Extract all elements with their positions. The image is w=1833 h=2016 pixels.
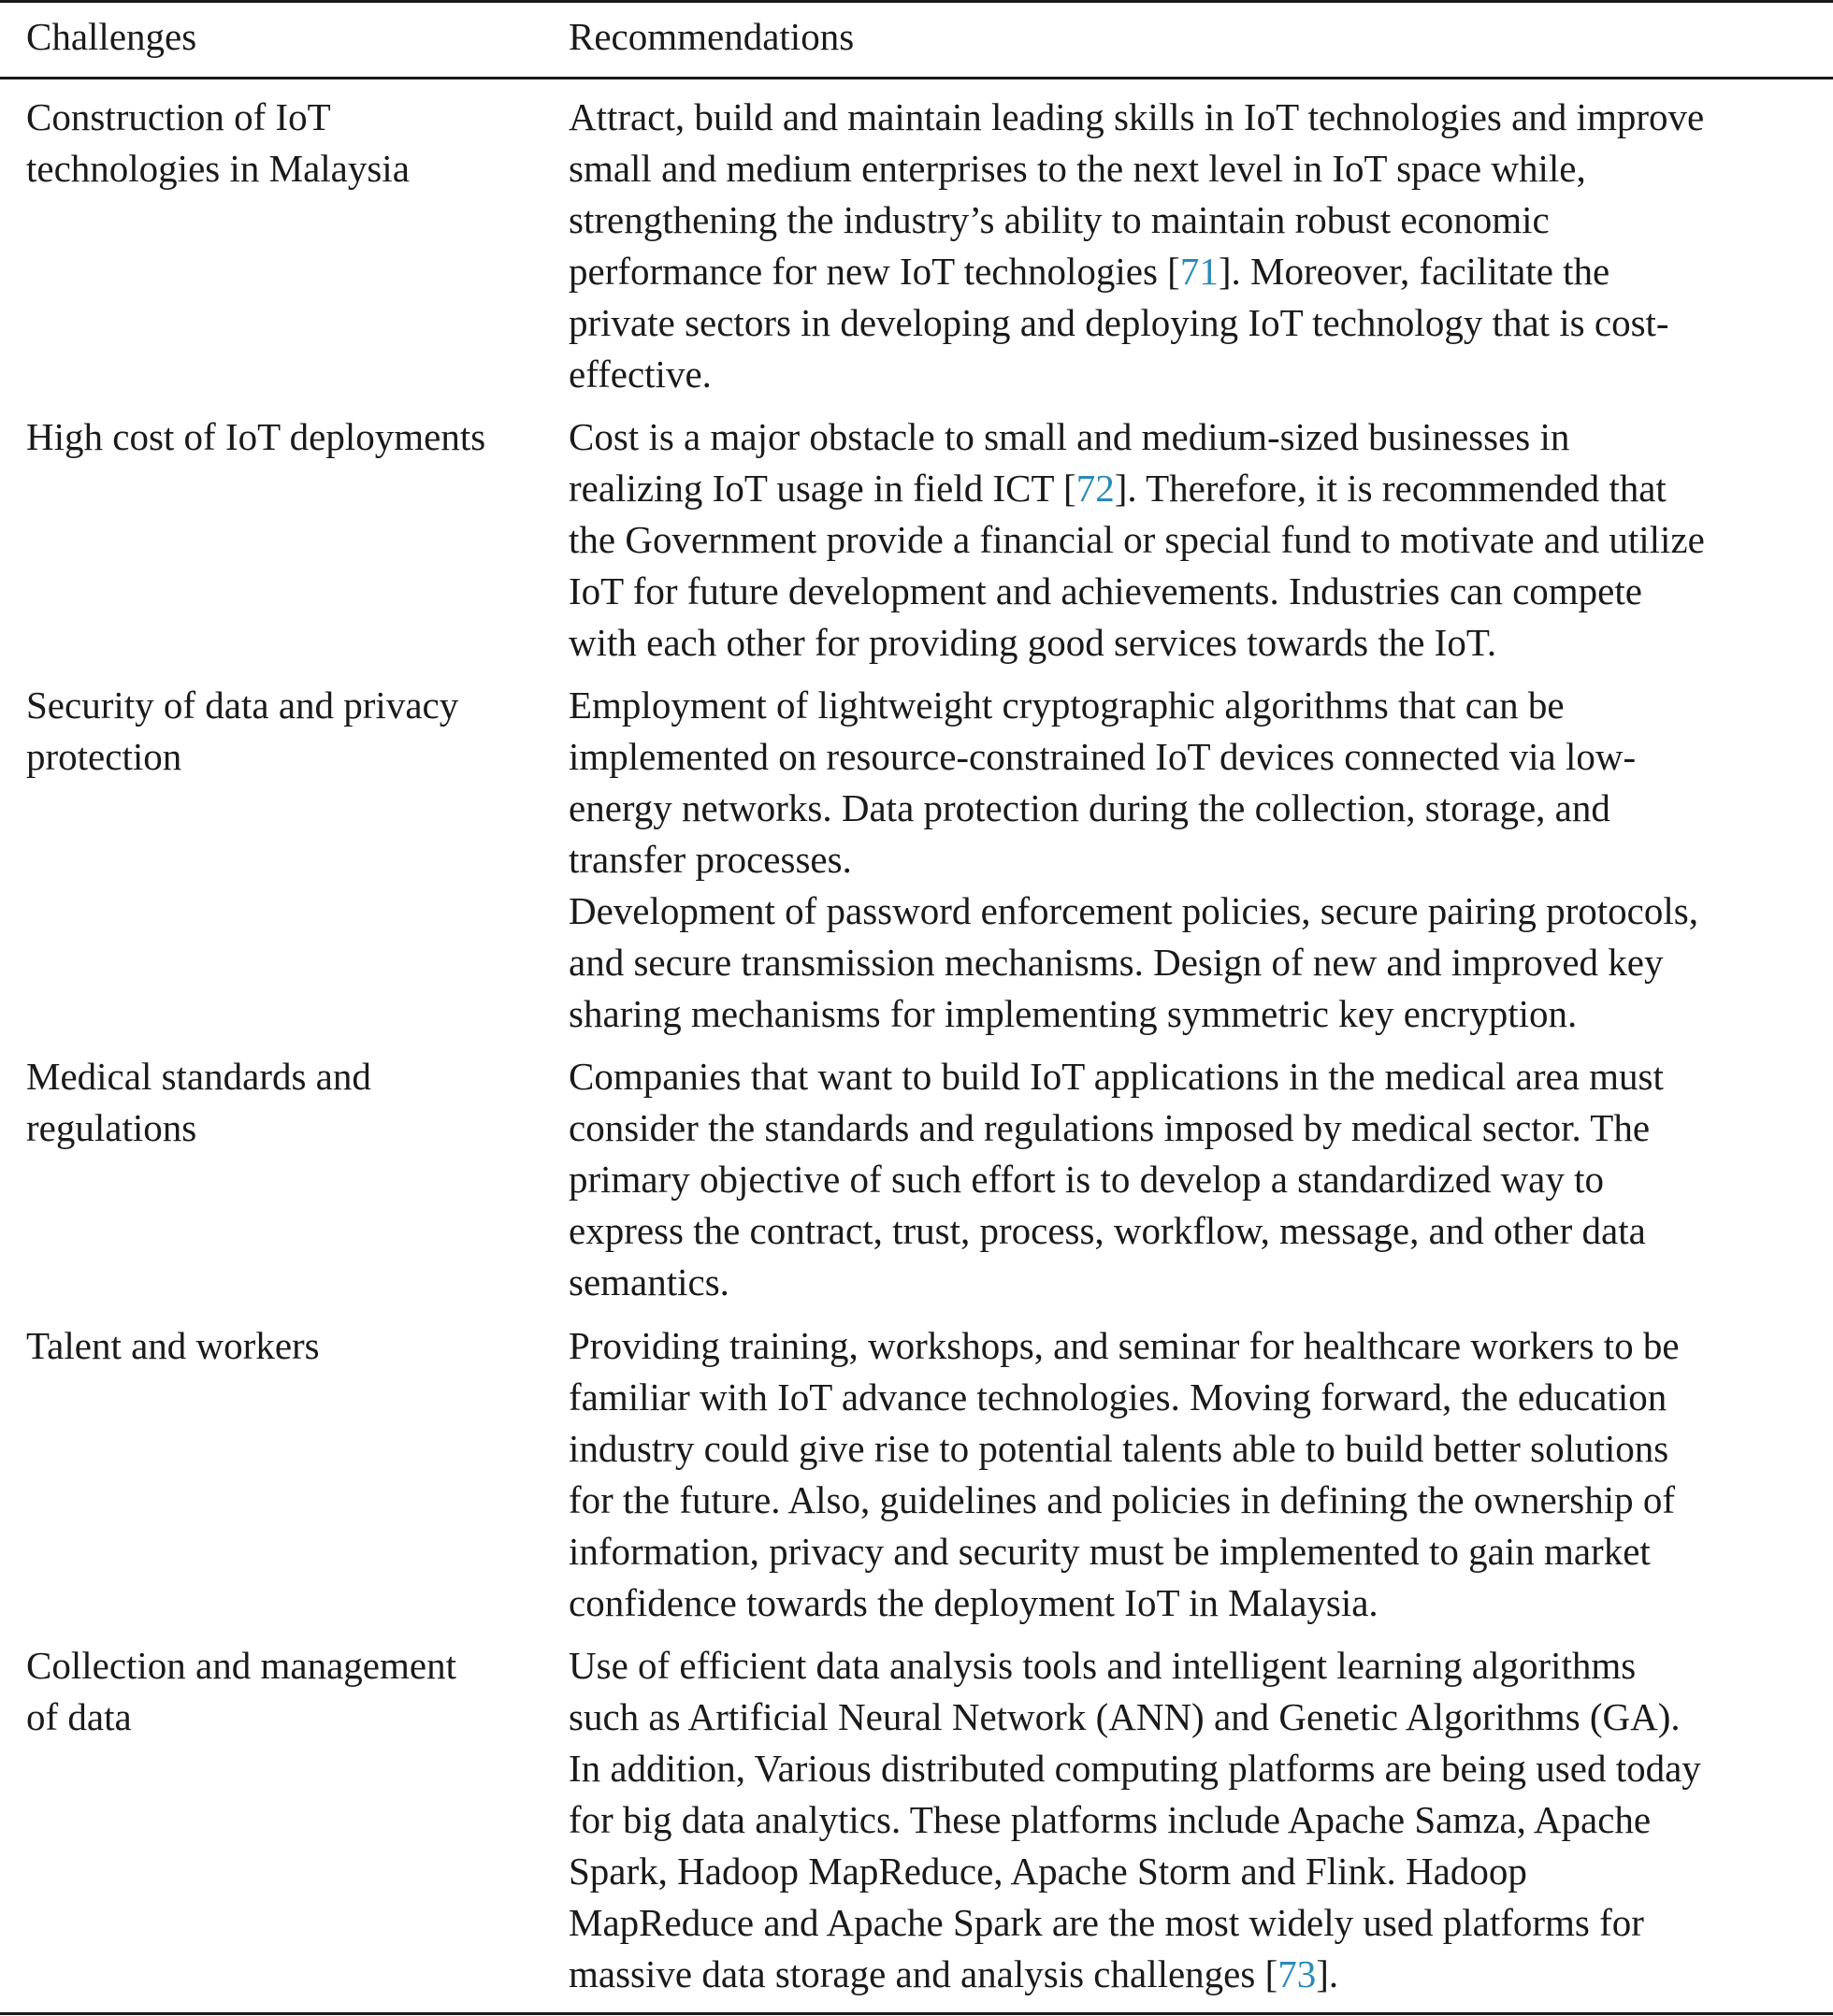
table-row-5-recommendation: Providing training, workshops, and seminar for healthcare workers to be familiar with IoT advance technologies. Moving forward, the education industry could give rise to potential talents able to build better solutions for the future. Also, guidelines and policies in defining the ownership of information, privacy and security must be implemented to gain market confidence towards the deployment IoT in Malaysia. <box>569 1324 1680 1624</box>
table-row-1-challenge: Construction of IoT technologies in Malaysia <box>26 95 410 190</box>
table-row-4-recommendation: Companies that want to build IoT applications in the medical area must consider the standards and regulations imposed by medical sector. The primary objective of such effort is to develop a standardized way to express the contract, trust, process, workflow, message, and other data semantics. <box>569 1055 1664 1303</box>
citation-link-73[interactable]: 73 <box>1277 1952 1317 1995</box>
table-row-2-recommendation: Cost is a major obstacle to small and medium-sized businesses in realizing IoT usage in field ICT [72]. Therefore, it is recommended that the Government provide a financial or special fund to motivate and utilize IoT for future development and achievements. Industries can compete with each other for providing good services towards the IoT. <box>569 411 1812 669</box>
table-row-3-recommendation: Employment of lightweight cryptographic algorithms that can be implemented on resource-constrained IoT devices connected via low- energy networks. Data protection during the collection, storage, and transfer processes. Development of password enforcement policies, secure pairing protocols, and secure transmission mechanisms. Design of new and improved key sharing mechanisms for implementing symmetric key encryption. <box>569 684 1698 1035</box>
table-row-4-challenge: Medical standards and regulations <box>26 1055 371 1149</box>
header-recommendations: Recommendations <box>569 15 855 58</box>
table-bottom-rule <box>0 2012 1833 2015</box>
table-row-1-recommendation: Attract, build and maintain leading skills in IoT technologies and improve small and medium enterprises to the next level in IoT space while, strengthening the industry’s ability to maintain robust economic performance for new IoT technologies [71]. Moreover, facilitate the private sectors in developing and deploying IoT technology that is cost- effective. <box>569 92 1812 400</box>
citation-link-71[interactable]: 71 <box>1179 250 1219 293</box>
table-row-2-challenge: High cost of IoT deployments <box>26 415 486 458</box>
ref-line: massive data storage and analysis challenges [73]. <box>569 1952 1339 1995</box>
table-row-6-recommendation: Use of efficient data analysis tools and intelligent learning algorithms such as Artificial Neural Network (ANN) and Genetic Algorithms (GA). In addition, Various distributed computing platforms are being used today for big data analytics. These platforms include Apache Samza, Apache Spark, Hadoop MapReduce, Apache Storm and Flink. Hadoop MapReduce and Apache Spark are the most widely used platforms for massive data storage and analysis challenges [73]. <box>569 1640 1812 2000</box>
table-top-rule <box>0 0 1833 3</box>
header-rule <box>0 77 1833 79</box>
citation-link-72[interactable]: 72 <box>1075 467 1115 510</box>
table-row-3-challenge: Security of data and privacy protection <box>26 684 459 778</box>
ref-line: performance for new IoT technologies [71]. Moreover, facilitate the <box>569 250 1610 293</box>
ref-line: realizing IoT usage in field ICT [72]. Therefore, it is recommended that <box>569 467 1667 510</box>
table-row-5-challenge: Talent and workers <box>26 1324 320 1367</box>
table-row-6-challenge: Collection and management of data <box>26 1644 456 1738</box>
header-challenges: Challenges <box>26 15 197 58</box>
